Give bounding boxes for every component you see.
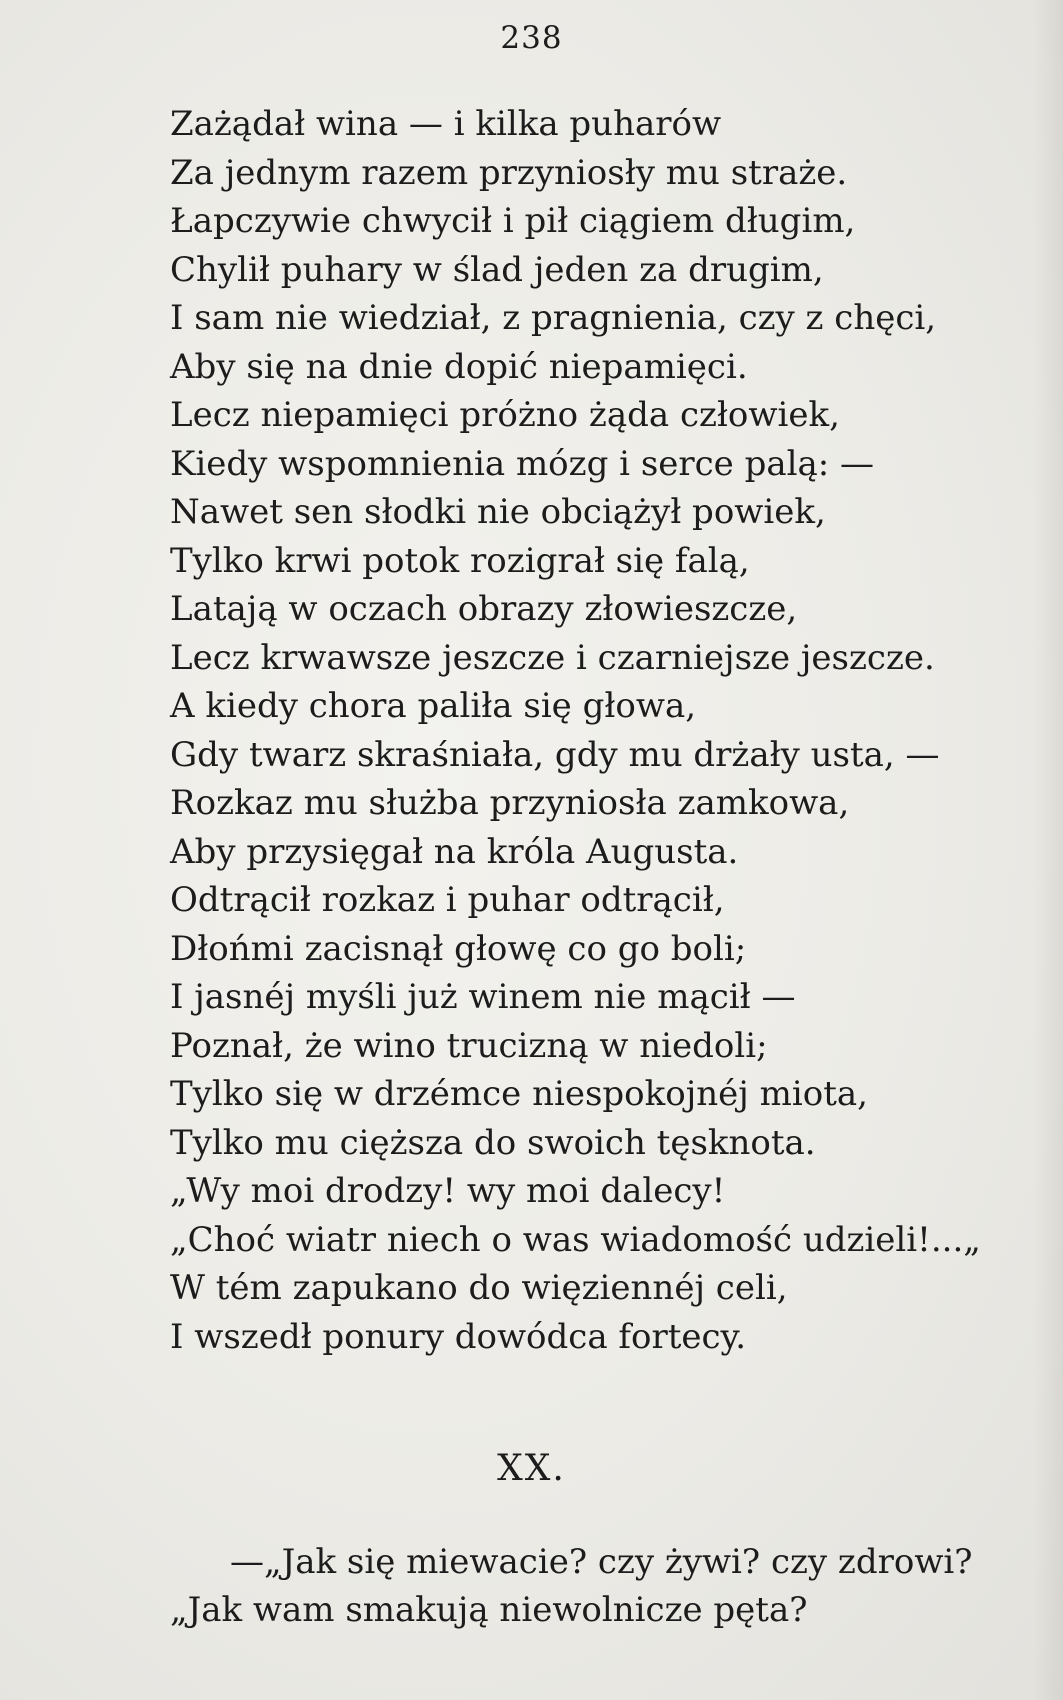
section-heading: XX.	[497, 1448, 566, 1489]
verse-line: Rozkaz mu służba przyniosła zamkowa,	[170, 783, 850, 823]
verse-line: A kiedy chora paliła się głowa,	[170, 686, 697, 726]
next-section-verse	[170, 1538, 1030, 1634]
verse-line: Latają w oczach obrazy złowieszcze,	[170, 589, 798, 629]
verse-line: Odtrącił rozkaz i puhar odtrącił,	[170, 880, 725, 920]
verse-line: Łapczywie chwycił i pił ciągiem długim,	[170, 201, 856, 241]
verse-line: Gdy twarz skraśniała, gdy mu drżały usta, —	[170, 734, 940, 775]
verse-line: I wszedł ponury dowódca fortecy.	[170, 1316, 747, 1357]
verse-line: I sam nie wiedział, z pragnienia, czy z chęci,	[170, 298, 937, 338]
verse-line: Tylko się w drzémce niespokojnéj miota,	[170, 1074, 868, 1114]
verse-line: W tém zapukano do więziennéj celi,	[170, 1268, 788, 1308]
verse-block	[170, 100, 1030, 1361]
verse-line: Lecz niepamięci próżno żąda człowiek,	[170, 395, 840, 435]
verse-line: Za jednym razem przyniosły mu straże.	[170, 152, 848, 193]
verse-line: —„Jak się miewacie? czy żywi? czy zdrowi?	[230, 1542, 973, 1582]
page-number: 238	[500, 20, 563, 56]
page-edge-shadow	[1033, 0, 1063, 1700]
verse-line: Nawet sen słodki nie obciążył powiek,	[170, 492, 826, 532]
verse-line: Aby się na dnie dopić niepamięci.	[170, 346, 748, 387]
verse-line: „Jak wam smakują niewolnicze pęta?	[170, 1590, 808, 1630]
verse-line: I jasnéj myśli już winem nie mącił —	[170, 977, 796, 1017]
verse-line: Tylko krwi potok rozigrał się falą,	[170, 540, 750, 581]
verse-line: Zażądał wina — i kilka puharów	[170, 104, 722, 144]
verse-line: Lecz krwawsze jeszcze i czarniejsze jeszcze.	[170, 637, 935, 678]
verse-line: Tylko mu cięższa do swoich tęsknota.	[170, 1122, 816, 1163]
verse-line: Dłońmi zacisnął głowę co go boli;	[170, 928, 747, 969]
verse-line: Aby przysięgał na króla Augusta.	[170, 831, 739, 872]
verse-line: „Wy moi drodzy! wy moi dalecy!	[170, 1171, 726, 1211]
verse-line: „Choć wiatr niech o was wiadomość udzieli!...„	[170, 1219, 981, 1260]
verse-line: Chylił puhary w ślad jeden za drugim,	[170, 249, 824, 290]
verse-line: Kiedy wspomnienia mózg i serce palą: —	[170, 443, 875, 484]
verse-line: Poznał, że wino trucizną w niedoli;	[170, 1025, 768, 1066]
